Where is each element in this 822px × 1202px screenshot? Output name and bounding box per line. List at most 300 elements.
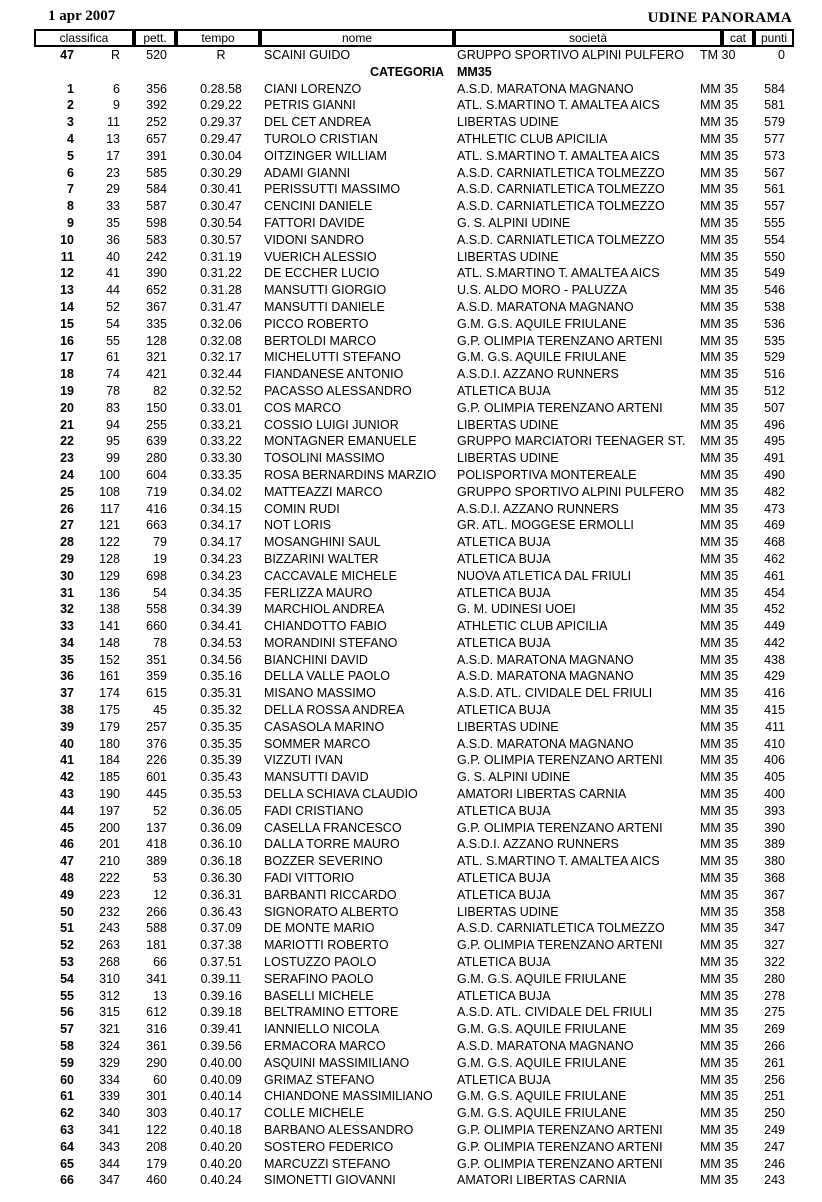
club-cell: A.S.D. MARATONA MAGNANO — [457, 652, 634, 667]
points-cell: 461 — [764, 568, 785, 583]
time-cell: 0.32.44 — [200, 367, 242, 382]
overall-rank-cell: 100 — [99, 467, 120, 482]
time-cell: 0.33.30 — [200, 451, 242, 466]
category-cell: MM 35 — [700, 803, 739, 818]
bib-cell: 150 — [146, 400, 167, 415]
position-cell: 35 — [60, 652, 74, 667]
position-cell: 53 — [60, 955, 74, 970]
table-row — [0, 198, 822, 215]
points-cell: 546 — [764, 283, 785, 298]
overall-rank-cell: 200 — [99, 820, 120, 835]
category-cell: MM 35 — [700, 1156, 739, 1171]
time-cell: 0.35.39 — [200, 753, 242, 768]
overall-rank-cell: 29 — [106, 182, 120, 197]
bib-cell: 316 — [146, 1022, 167, 1037]
name-cell: BARBANO ALESSANDRO — [264, 1123, 414, 1137]
position-cell: 22 — [60, 434, 74, 449]
category-cell: MM 35 — [700, 535, 739, 550]
position-cell: 29 — [60, 551, 74, 566]
time-cell: 0.29.37 — [200, 115, 242, 130]
position-cell: 47 — [60, 854, 74, 869]
category-cell: MM 35 — [700, 115, 739, 130]
overall-rank-cell: 13 — [106, 131, 120, 146]
time-cell: 0.29.22 — [200, 98, 242, 113]
column-header-punti: punti — [756, 31, 792, 45]
overall-rank-cell: R — [110, 48, 120, 62]
name-cell: PERISSUTTI MASSIMO — [264, 182, 401, 197]
overall-rank-cell: 315 — [99, 1005, 120, 1020]
bib-cell: 598 — [146, 215, 167, 230]
category-cell: MM 35 — [700, 467, 739, 482]
position-cell: 1 — [67, 81, 74, 96]
name-cell: SIMONETTI GIOVANNI — [264, 1173, 396, 1188]
overall-rank-cell: 201 — [99, 837, 120, 852]
club-cell: ATL. S.MARTINO T. AMALTEA AICS — [457, 98, 660, 113]
time-cell: 0.40.18 — [200, 1123, 242, 1137]
category-cell: MM 35 — [700, 1173, 739, 1188]
table-row — [0, 215, 822, 232]
club-cell: G.P. OLIMPIA TERENZANO ARTENI — [457, 333, 663, 348]
time-cell: 0.35.35 — [200, 736, 242, 751]
club-cell: A.S.D. MARATONA MAGNANO — [457, 736, 634, 751]
table-row — [0, 484, 822, 501]
position-cell: 37 — [60, 686, 74, 701]
club-cell: G.P. OLIMPIA TERENZANO ARTENI — [457, 1139, 663, 1154]
category-cell: MM 35 — [700, 635, 739, 650]
table-row — [0, 635, 822, 652]
overall-rank-cell: 152 — [99, 652, 120, 667]
column-header-societa: società — [456, 31, 720, 45]
time-cell: 0.30.57 — [200, 232, 242, 247]
name-cell: COS MARCO — [264, 400, 342, 415]
category-cell: MM 35 — [700, 501, 739, 516]
overall-rank-cell: 136 — [99, 585, 120, 600]
position-cell: 42 — [60, 770, 74, 785]
category-cell: MM 35 — [700, 820, 739, 835]
name-cell: LOSTUZZO PAOLO — [264, 955, 377, 970]
club-cell: GRUPPO SPORTIVO ALPINI PULFERO — [457, 48, 684, 62]
table-row — [0, 568, 822, 585]
points-cell: 411 — [765, 719, 785, 734]
category-cell: MM 35 — [700, 971, 739, 986]
club-cell: G.M. G.S. AQUILE FRIULANE — [457, 1106, 627, 1121]
name-cell: MARIOTTI ROBERTO — [264, 938, 389, 953]
category-cell: MM 35 — [700, 568, 739, 583]
name-cell: ADAMI GIANNI — [264, 165, 351, 180]
name-cell: ERMACORA MARCO — [264, 1039, 386, 1054]
bib-cell: 663 — [146, 518, 167, 533]
club-cell: ATLETICA BUJA — [457, 551, 551, 566]
club-cell: G.M. G.S. AQUILE FRIULANE — [457, 1089, 627, 1104]
position-cell: 51 — [60, 921, 74, 936]
points-cell: 490 — [764, 467, 785, 482]
position-cell: 60 — [60, 1072, 74, 1087]
time-cell: 0.30.04 — [200, 148, 242, 163]
position-cell: 10 — [60, 232, 74, 247]
position-cell: 33 — [60, 619, 74, 634]
position-cell: 63 — [60, 1123, 74, 1137]
time-cell: 0.34.56 — [200, 652, 242, 667]
bib-cell: 584 — [146, 182, 167, 197]
time-cell: 0.31.19 — [200, 249, 242, 264]
name-cell: SCAINI GUIDO — [264, 48, 351, 62]
time-cell: 0.40.00 — [200, 1055, 242, 1070]
category-cell: MM 35 — [700, 333, 739, 348]
category-cell: MM 35 — [700, 417, 739, 432]
table-row — [0, 618, 822, 635]
bib-cell: 719 — [146, 484, 167, 499]
position-cell: 45 — [60, 820, 74, 835]
points-cell: 454 — [764, 585, 785, 600]
time-cell: 0.36.05 — [200, 803, 242, 818]
category-cell: MM 35 — [700, 1039, 739, 1054]
bib-cell: 391 — [146, 148, 167, 163]
club-cell: ATL. S.MARTINO T. AMALTEA AICS — [457, 854, 660, 869]
overall-rank-cell: 347 — [99, 1173, 120, 1188]
position-cell: 44 — [60, 803, 74, 818]
name-cell: DALLA TORRE MAURO — [264, 837, 400, 852]
table-row — [0, 534, 822, 551]
overall-rank-cell: 129 — [99, 568, 120, 583]
name-cell: MANSUTTI DAVID — [264, 770, 369, 785]
points-cell: 251 — [764, 1089, 785, 1104]
bib-cell: 390 — [146, 266, 167, 281]
category-cell: MM 35 — [700, 1055, 739, 1070]
name-cell: BIZZARINI WALTER — [264, 551, 379, 566]
time-cell: 0.36.09 — [200, 820, 242, 835]
club-cell: GRUPPO MARCIATORI TEENAGER ST. — [457, 434, 686, 449]
points-cell: 573 — [764, 148, 785, 163]
position-cell: 46 — [60, 837, 74, 852]
points-cell: 400 — [764, 787, 785, 802]
club-cell: ATLETICA BUJA — [457, 585, 551, 600]
bib-cell: 421 — [146, 367, 167, 382]
position-cell: 24 — [60, 467, 74, 482]
points-cell: 415 — [764, 703, 785, 718]
name-cell: PICCO ROBERTO — [264, 316, 369, 331]
category-cell: MM 35 — [700, 753, 739, 768]
time-cell: 0.30.41 — [200, 182, 242, 197]
club-cell: G.M. G.S. AQUILE FRIULANE — [457, 1022, 627, 1037]
club-cell: ATLETICA BUJA — [457, 1072, 551, 1087]
points-cell: 269 — [764, 1022, 785, 1037]
points-cell: 256 — [764, 1072, 785, 1087]
category-cell: MM 35 — [700, 871, 739, 886]
time-cell: 0.32.17 — [200, 350, 242, 365]
points-cell: 278 — [764, 988, 785, 1003]
position-cell: 52 — [60, 938, 74, 953]
club-cell: ATLETICA BUJA — [457, 887, 551, 902]
category-cell: MM 35 — [700, 1072, 739, 1087]
name-cell: FATTORI DAVIDE — [264, 215, 365, 230]
club-cell: AMATORI LIBERTAS CARNIA — [457, 787, 627, 802]
overall-rank-cell: 74 — [106, 367, 120, 382]
name-cell: NOT LORIS — [264, 518, 332, 533]
table-row — [0, 81, 822, 98]
event-title: UDINE PANORAMA — [647, 10, 792, 26]
name-cell: CACCAVALE MICHELE — [264, 568, 397, 583]
club-cell: ATHLETIC CLUB APICILIA — [457, 619, 608, 634]
overall-rank-cell: 128 — [99, 551, 120, 566]
position-cell: 20 — [60, 400, 74, 415]
position-cell: 17 — [60, 350, 74, 365]
time-cell: 0.40.17 — [200, 1106, 242, 1121]
category-cell: MM 35 — [700, 400, 739, 415]
club-cell: LIBERTAS UDINE — [457, 249, 559, 264]
time-cell: 0.29.47 — [200, 131, 242, 146]
club-cell: G.M. G.S. AQUILE FRIULANE — [457, 1055, 627, 1070]
points-cell: 393 — [764, 803, 785, 818]
club-cell: G.P. OLIMPIA TERENZANO ARTENI — [457, 938, 663, 953]
bib-cell: 255 — [146, 417, 167, 432]
bib-cell: 252 — [146, 115, 167, 130]
table-row — [0, 282, 822, 299]
bib-cell: 19 — [153, 551, 167, 566]
overall-rank-cell: 232 — [99, 904, 120, 919]
position-cell: 64 — [60, 1139, 74, 1154]
points-cell: 462 — [764, 551, 785, 566]
position-cell: 36 — [60, 669, 74, 684]
club-cell: NUOVA ATLETICA DAL FRIULI — [457, 568, 632, 583]
points-cell: 410 — [764, 736, 785, 751]
time-cell: 0.36.18 — [200, 854, 242, 869]
overall-rank-cell: 122 — [99, 535, 120, 550]
club-cell: LIBERTAS UDINE — [457, 115, 559, 130]
event-date: 1 apr 2007 — [48, 8, 116, 24]
table-row — [0, 769, 822, 786]
table-row — [0, 232, 822, 249]
points-cell: 246 — [764, 1156, 785, 1171]
table-row — [0, 1172, 822, 1189]
category-cell: MM 35 — [700, 299, 739, 314]
name-cell: MARCHIOL ANDREA — [264, 602, 385, 617]
bib-cell: 376 — [146, 736, 167, 751]
points-cell: 389 — [764, 837, 785, 852]
category-cell: MM 35 — [700, 770, 739, 785]
category-cell: MM 35 — [700, 283, 739, 298]
time-cell: 0.30.29 — [200, 165, 242, 180]
table-row — [0, 501, 822, 518]
points-cell: 561 — [764, 182, 785, 197]
bib-cell: 45 — [153, 703, 167, 718]
position-cell: 39 — [60, 719, 74, 734]
table-row — [0, 736, 822, 753]
overall-rank-cell: 312 — [99, 988, 120, 1003]
position-cell: 4 — [67, 131, 74, 146]
table-row — [0, 1021, 822, 1038]
category-cell: MM 35 — [700, 938, 739, 953]
position-cell: 59 — [60, 1055, 74, 1070]
time-cell: 0.34.02 — [200, 484, 242, 499]
name-cell: FERLIZZA MAURO — [264, 585, 373, 600]
category-cell: TM 30 — [700, 48, 736, 62]
table-row — [0, 47, 822, 64]
table-row — [0, 853, 822, 870]
position-cell: 21 — [60, 417, 74, 432]
bib-cell: 585 — [146, 165, 167, 180]
bib-cell: 588 — [146, 921, 167, 936]
overall-rank-cell: 223 — [99, 887, 120, 902]
overall-rank-cell: 78 — [106, 383, 120, 398]
points-cell: 249 — [764, 1123, 785, 1137]
name-cell: MONTAGNER EMANUELE — [264, 434, 417, 449]
category-cell: MM 35 — [700, 1139, 739, 1154]
bib-cell: 601 — [146, 770, 167, 785]
time-cell: 0.34.23 — [200, 551, 242, 566]
category-cell: MM 35 — [700, 551, 739, 566]
bib-cell: 418 — [146, 837, 167, 852]
name-cell: OITZINGER WILLIAM — [264, 148, 387, 163]
name-cell: PACASSO ALESSANDRO — [264, 383, 412, 398]
category-value: MM35 — [457, 64, 492, 79]
time-cell: 0.28.58 — [200, 81, 242, 96]
overall-rank-cell: 40 — [106, 249, 120, 264]
table-row — [0, 971, 822, 988]
time-cell: 0.32.08 — [200, 333, 242, 348]
table-row — [0, 1156, 822, 1173]
time-cell: 0.30.54 — [200, 215, 242, 230]
table-row — [0, 870, 822, 887]
time-cell: 0.37.38 — [200, 938, 242, 953]
name-cell: ASQUINI MASSIMILIANO — [264, 1055, 410, 1070]
points-cell: 473 — [764, 501, 785, 516]
club-cell: LIBERTAS UDINE — [457, 904, 559, 919]
bib-cell: 66 — [153, 955, 167, 970]
club-cell: ATLETICA BUJA — [457, 635, 551, 650]
overall-rank-cell: 334 — [99, 1072, 120, 1087]
time-cell: 0.40.20 — [200, 1156, 242, 1171]
name-cell: DE ECCHER LUCIO — [264, 266, 380, 281]
points-cell: 538 — [764, 299, 785, 314]
points-cell: 0 — [778, 48, 785, 62]
table-row — [0, 652, 822, 669]
bib-cell: 321 — [146, 350, 167, 365]
position-cell: 65 — [60, 1156, 74, 1171]
bib-cell: 208 — [146, 1139, 167, 1154]
club-cell: G.P. OLIMPIA TERENZANO ARTENI — [457, 753, 663, 768]
category-cell: MM 35 — [700, 652, 739, 667]
name-cell: DEL CET ANDREA — [264, 115, 371, 130]
name-cell: BERTOLDI MARCO — [264, 333, 377, 348]
category-cell: MM 35 — [700, 1089, 739, 1104]
position-cell: 62 — [60, 1106, 74, 1121]
bib-cell: 266 — [146, 904, 167, 919]
bib-cell: 226 — [146, 753, 167, 768]
category-cell: MM 35 — [700, 249, 739, 264]
overall-rank-cell: 83 — [106, 400, 120, 415]
bib-cell: 657 — [146, 131, 167, 146]
points-cell: 577 — [764, 131, 785, 146]
overall-rank-cell: 179 — [99, 719, 120, 734]
table-row — [0, 316, 822, 333]
club-cell: GR. ATL. MOGGESE ERMOLLI — [457, 518, 634, 533]
overall-rank-cell: 210 — [99, 854, 120, 869]
column-header-tempo: tempo — [178, 31, 258, 45]
time-cell: 0.39.56 — [200, 1039, 242, 1054]
name-cell: SIGNORATO ALBERTO — [264, 904, 399, 919]
bib-cell: 53 — [153, 871, 167, 886]
table-row — [0, 1004, 822, 1021]
club-cell: ATLETICA BUJA — [457, 803, 551, 818]
name-cell: SOMMER MARCO — [264, 736, 371, 751]
club-cell: G. S. ALPINI UDINE — [457, 215, 571, 230]
position-cell: 56 — [60, 1005, 74, 1020]
position-cell: 23 — [60, 451, 74, 466]
points-cell: 358 — [764, 904, 785, 919]
position-cell: 34 — [60, 635, 74, 650]
time-cell: 0.31.22 — [200, 266, 242, 281]
position-cell: 31 — [60, 585, 74, 600]
time-cell: 0.33.01 — [200, 400, 242, 415]
position-cell: 18 — [60, 367, 74, 382]
column-header-cat: cat — [724, 31, 752, 45]
club-cell: ATLETICA BUJA — [457, 955, 551, 970]
bib-cell: 460 — [146, 1173, 167, 1188]
name-cell: CENCINI DANIELE — [264, 199, 373, 214]
club-cell: G.P. OLIMPIA TERENZANO ARTENI — [457, 1123, 663, 1137]
club-cell: G.P. OLIMPIA TERENZANO ARTENI — [457, 1156, 663, 1171]
table-row — [0, 1038, 822, 1055]
category-cell: MM 35 — [700, 199, 739, 214]
name-cell: MANSUTTI DANIELE — [264, 299, 385, 314]
points-cell: 247 — [764, 1139, 785, 1154]
points-cell: 507 — [764, 400, 785, 415]
bib-cell: 290 — [146, 1055, 167, 1070]
time-cell: 0.34.53 — [200, 635, 242, 650]
overall-rank-cell: 36 — [106, 232, 120, 247]
category-cell: MM 35 — [700, 367, 739, 382]
points-cell: 516 — [764, 367, 785, 382]
position-cell: 14 — [60, 299, 74, 314]
time-cell: 0.34.41 — [200, 619, 242, 634]
category-cell: MM 35 — [700, 1106, 739, 1121]
name-cell: ROSA BERNARDINS MARZIO — [264, 467, 437, 482]
points-cell: 327 — [764, 938, 785, 953]
bib-cell: 558 — [146, 602, 167, 617]
points-cell: 380 — [764, 854, 785, 869]
name-cell: DELLA SCHIAVA CLAUDIO — [264, 787, 418, 802]
position-cell: 12 — [60, 266, 74, 281]
time-cell: 0.35.43 — [200, 770, 242, 785]
table-row — [0, 887, 822, 904]
club-cell: G. S. ALPINI UDINE — [457, 770, 571, 785]
category-cell: MM 35 — [700, 350, 739, 365]
bib-cell: 639 — [146, 434, 167, 449]
name-cell: COSSIO LUIGI JUNIOR — [264, 417, 399, 432]
table-row — [0, 114, 822, 131]
category-cell: MM 35 — [700, 266, 739, 281]
overall-rank-cell: 185 — [99, 770, 120, 785]
name-cell: CIANI LORENZO — [264, 81, 362, 96]
table-row — [0, 433, 822, 450]
category-cell: MM 35 — [700, 686, 739, 701]
category-cell: MM 35 — [700, 98, 739, 113]
time-cell: 0.39.11 — [200, 971, 242, 986]
table-row — [0, 450, 822, 467]
time-cell: 0.37.09 — [200, 921, 242, 936]
category-cell: MM 35 — [700, 165, 739, 180]
bib-cell: 303 — [146, 1106, 167, 1121]
time-cell: 0.33.22 — [200, 434, 242, 449]
table-row — [0, 719, 822, 736]
club-cell: A.S.D. MARATONA MAGNANO — [457, 669, 634, 684]
name-cell: FADI CRISTIANO — [264, 803, 364, 818]
time-cell: 0.40.09 — [200, 1072, 242, 1087]
name-cell: DE MONTE MARIO — [264, 921, 375, 936]
points-cell: 406 — [764, 753, 785, 768]
category-cell: MM 35 — [700, 887, 739, 902]
overall-rank-cell: 268 — [99, 955, 120, 970]
